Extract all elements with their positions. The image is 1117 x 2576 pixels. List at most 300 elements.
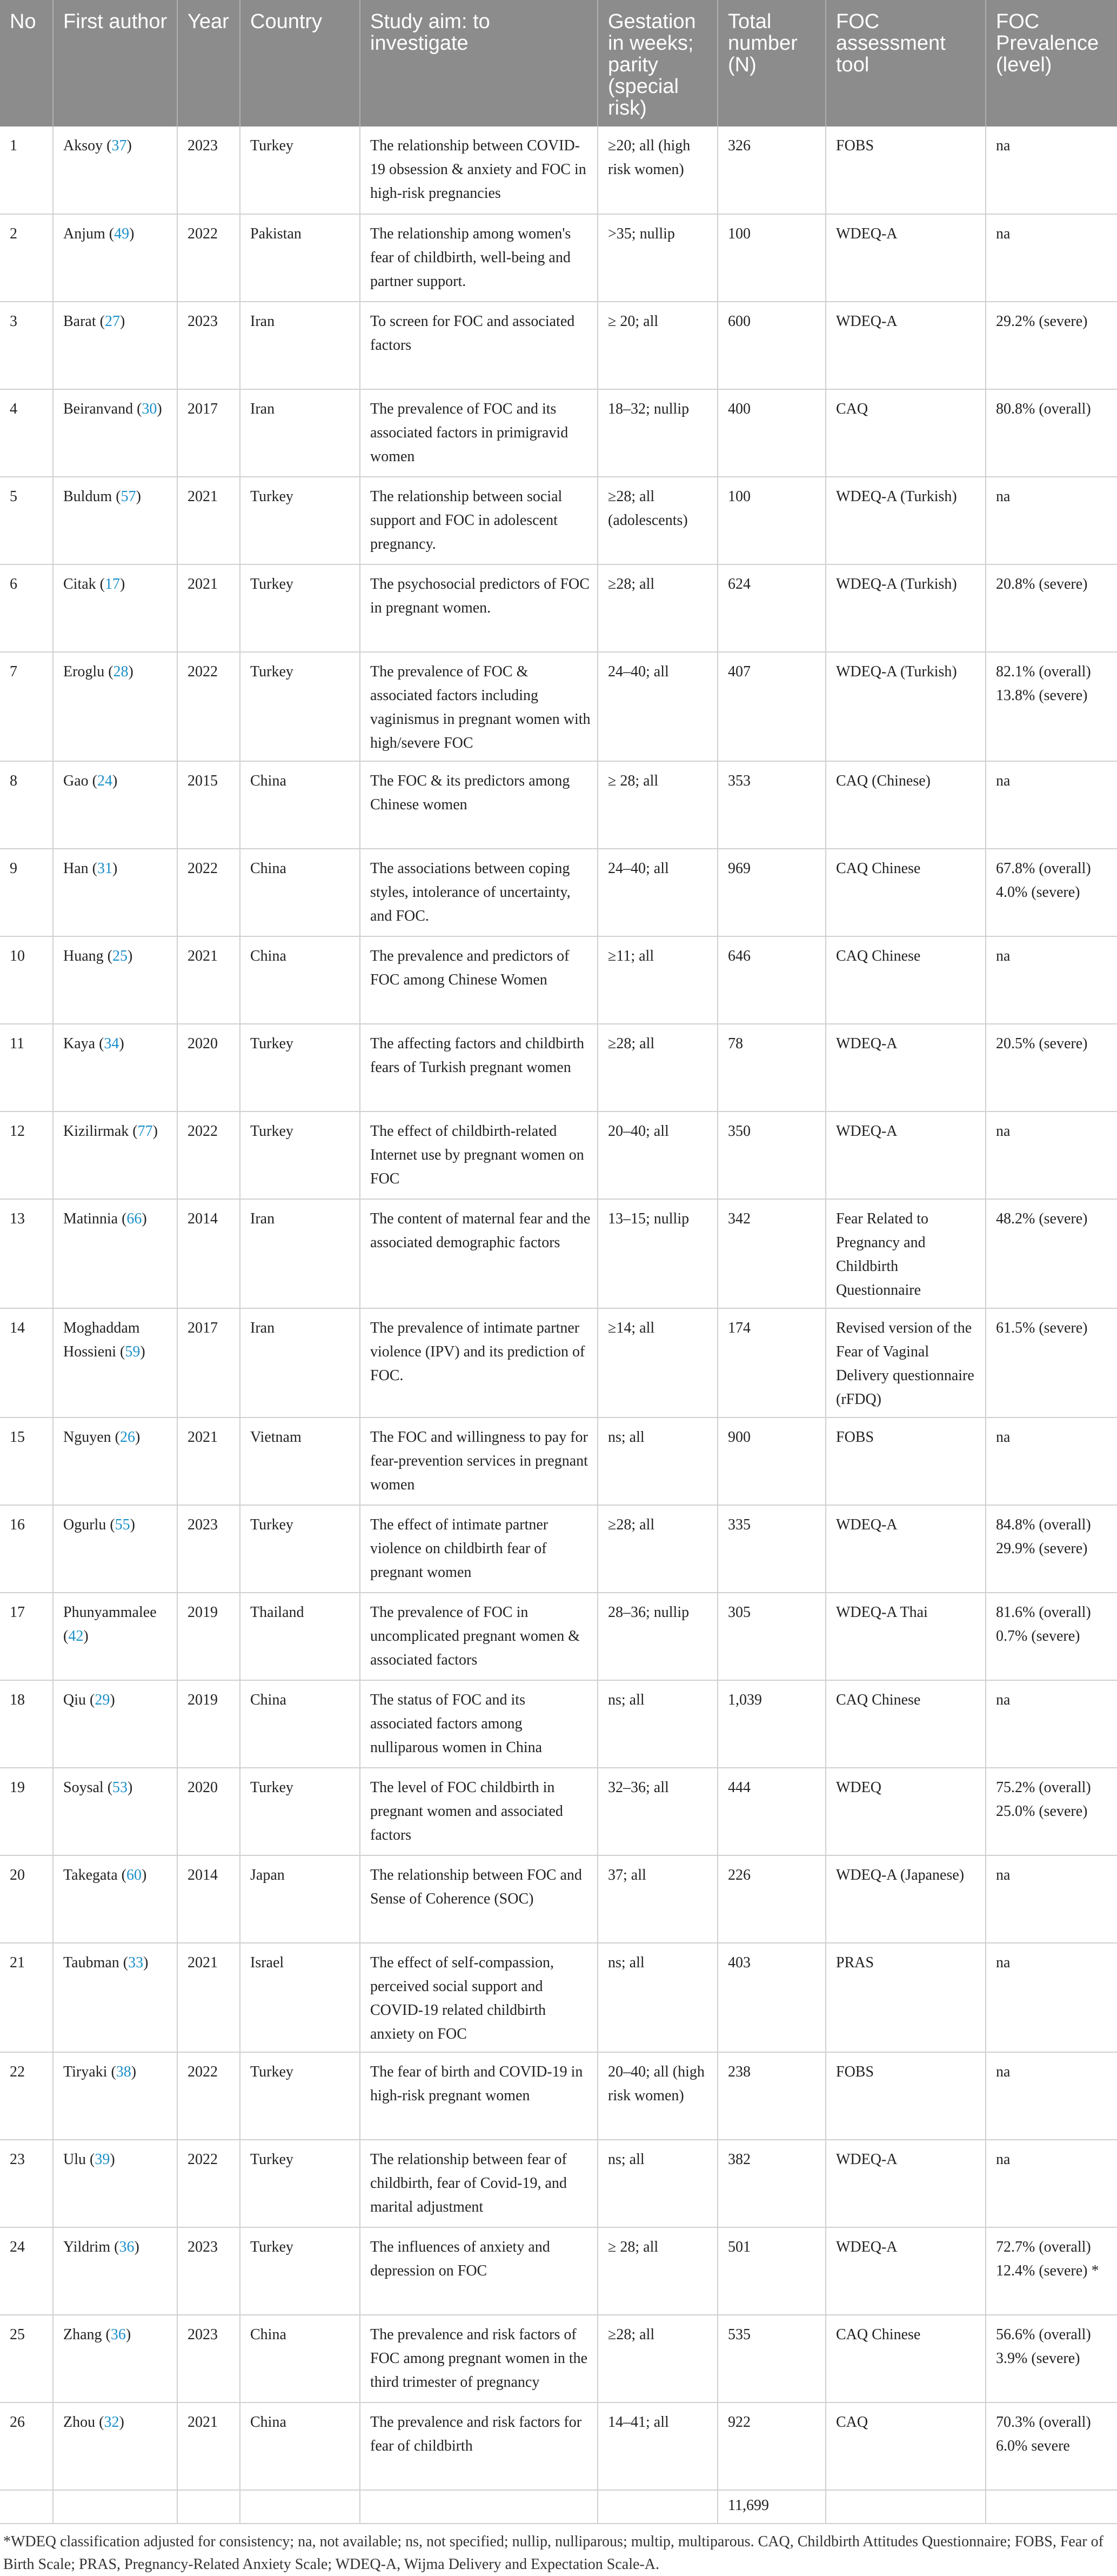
author-name: Buldum xyxy=(63,488,112,505)
table-row xyxy=(0,1943,1117,2052)
empty-cell xyxy=(240,2490,360,2524)
cell-country: Japan xyxy=(240,1855,360,1943)
reference-link[interactable]: 36 xyxy=(110,2326,126,2343)
cell-first-author: Zhou (32) xyxy=(53,2402,177,2490)
table-body xyxy=(0,127,1117,2524)
cell-foc-prevalence: na xyxy=(986,1680,1117,1768)
cell-study-aim: The content of maternal fear and the associated demographic factors xyxy=(360,1199,598,1308)
cell-total-number: 407 xyxy=(718,652,826,761)
author-name: Ulu xyxy=(63,2151,86,2168)
cell-no: 2 xyxy=(0,214,53,302)
cell-no: 26 xyxy=(0,2402,53,2490)
cell-year: 2022 xyxy=(177,1111,240,1199)
author-name: Matinnia xyxy=(63,1210,118,1227)
author-name: Citak xyxy=(63,576,96,593)
table-row xyxy=(0,1199,1117,1308)
cell-country: Turkey xyxy=(240,1111,360,1199)
cell-year: 2020 xyxy=(177,1024,240,1111)
table-row xyxy=(0,1417,1117,1505)
cell-country: China xyxy=(240,2315,360,2402)
table-row xyxy=(0,2315,1117,2402)
cell-first-author: Moghaddam Hossieni (59) xyxy=(53,1308,177,1417)
cell-year: 2019 xyxy=(177,1680,240,1768)
table-header xyxy=(0,0,1117,127)
cell-foc-tool: WDEQ-A xyxy=(826,1111,986,1199)
reference-link[interactable]: 53 xyxy=(112,1779,128,1796)
cell-gestation: ≥11; all xyxy=(598,936,718,1024)
header-row xyxy=(0,0,1117,127)
cell-year: 2023 xyxy=(177,1505,240,1593)
author-name: Taubman xyxy=(63,1954,119,1971)
reference-link[interactable]: 66 xyxy=(126,1210,142,1227)
cell-country: China xyxy=(240,849,360,936)
cell-total-number: 353 xyxy=(718,761,826,849)
cell-country: Iran xyxy=(240,389,360,477)
cell-year: 2022 xyxy=(177,652,240,761)
cell-study-aim: The effect of self-compassion, perceived social support and COVID-19 related childbirth anxiety on FOC xyxy=(360,1943,598,2052)
cell-foc-prevalence: 67.8% (overall) 4.0% (severe) xyxy=(986,849,1117,936)
cell-foc-tool: WDEQ xyxy=(826,1768,986,1855)
author-name: Kaya xyxy=(63,1035,96,1052)
author-name: Anjum xyxy=(63,225,105,242)
cell-no: 4 xyxy=(0,389,53,477)
author-name: Eroglu xyxy=(63,663,105,680)
cell-gestation: >35; nullip xyxy=(598,214,718,302)
cell-study-aim: The level of FOC childbirth in pregnant women and associated factors xyxy=(360,1768,598,1855)
cell-first-author: Kizilirmak (77) xyxy=(53,1111,177,1199)
cell-foc-tool: WDEQ-A xyxy=(826,302,986,389)
cell-year: 2021 xyxy=(177,2402,240,2490)
cell-year: 2017 xyxy=(177,389,240,477)
reference-link[interactable]: 49 xyxy=(114,225,130,242)
cell-first-author: Kaya (34) xyxy=(53,1024,177,1111)
author-name: Barat xyxy=(63,313,96,330)
cell-first-author: Buldum (57) xyxy=(53,477,177,564)
header-no: No xyxy=(0,0,53,127)
cell-gestation: ≥28; all (adolescents) xyxy=(598,477,718,564)
cell-foc-prevalence: 61.5% (severe) xyxy=(986,1308,1117,1417)
cell-total-number: 403 xyxy=(718,1943,826,2052)
cell-foc-tool: WDEQ-A (Turkish) xyxy=(826,564,986,652)
author-name: Ogurlu xyxy=(63,1516,106,1533)
cell-foc-prevalence: na xyxy=(986,2140,1117,2227)
author-name: Gao xyxy=(63,773,89,789)
empty-cell xyxy=(360,2490,598,2524)
cell-no: 13 xyxy=(0,1199,53,1308)
author-name: Han xyxy=(63,860,89,877)
cell-gestation: 24–40; all xyxy=(598,849,718,936)
table-row xyxy=(0,1680,1117,1768)
cell-gestation: 13–15; nullip xyxy=(598,1199,718,1308)
header-country: Country xyxy=(240,0,360,127)
cell-total-number: 238 xyxy=(718,2052,826,2140)
cell-gestation: 24–40; all xyxy=(598,652,718,761)
cell-gestation: ns; all xyxy=(598,2140,718,2227)
cell-study-aim: The relationship between FOC and Sense of Coherence (SOC) xyxy=(360,1855,598,1943)
reference-link[interactable]: 57 xyxy=(121,488,136,505)
cell-first-author: Soysal (53) xyxy=(53,1768,177,1855)
cell-country: China xyxy=(240,2402,360,2490)
cell-country: Turkey xyxy=(240,564,360,652)
reference-link[interactable]: 31 xyxy=(97,860,112,877)
cell-no: 24 xyxy=(0,2227,53,2315)
cell-country: China xyxy=(240,761,360,849)
reference-link[interactable]: 42 xyxy=(68,1628,84,1645)
cell-gestation: ≥ 28; all xyxy=(598,2227,718,2315)
table-row xyxy=(0,936,1117,1024)
cell-no: 14 xyxy=(0,1308,53,1417)
cell-country: Thailand xyxy=(240,1593,360,1680)
cell-country: China xyxy=(240,1680,360,1768)
cell-foc-tool: Fear Related to Pregnancy and Childbirth Questionnaire xyxy=(826,1199,986,1308)
total-row xyxy=(0,2490,1117,2524)
empty-cell xyxy=(986,2490,1117,2524)
cell-total-number: 326 xyxy=(718,127,826,214)
cell-total-number: 174 xyxy=(718,1308,826,1417)
cell-total-number: 342 xyxy=(718,1199,826,1308)
reference-link[interactable]: 26 xyxy=(119,1429,135,1446)
cell-foc-tool: FOBS xyxy=(826,127,986,214)
cell-foc-prevalence: 48.2% (severe) xyxy=(986,1199,1117,1308)
reference-link[interactable]: 59 xyxy=(125,1343,141,1360)
cell-foc-prevalence: 56.6% (overall) 3.9% (severe) xyxy=(986,2315,1117,2402)
cell-year: 2021 xyxy=(177,477,240,564)
cell-total-number: 350 xyxy=(718,1111,826,1199)
cell-no: 16 xyxy=(0,1505,53,1593)
empty-cell xyxy=(826,2490,986,2524)
cell-gestation: 20–40; all (high risk women) xyxy=(598,2052,718,2140)
cell-first-author: Ulu (39) xyxy=(53,2140,177,2227)
cell-foc-prevalence: na xyxy=(986,761,1117,849)
reference-link[interactable]: 25 xyxy=(112,948,128,964)
cell-total-number: 305 xyxy=(718,1593,826,1680)
table-row xyxy=(0,2052,1117,2140)
cell-foc-prevalence: na xyxy=(986,477,1117,564)
cell-year: 2021 xyxy=(177,936,240,1024)
cell-gestation: ns; all xyxy=(598,1417,718,1505)
author-name: Huang xyxy=(63,948,104,964)
cell-first-author: Aksoy (37) xyxy=(53,127,177,214)
cell-total-number: 226 xyxy=(718,1855,826,1943)
cell-country: Pakistan xyxy=(240,214,360,302)
cell-study-aim: The relationship between fear of childbirth, fear of Covid-19, and marital adjustment xyxy=(360,2140,598,2227)
cell-gestation: ≥28; all xyxy=(598,1024,718,1111)
cell-foc-tool: WDEQ-A (Turkish) xyxy=(826,477,986,564)
cell-study-aim: The prevalence of intimate partner violence (IPV) and its prediction of FOC. xyxy=(360,1308,598,1417)
table-row xyxy=(0,2140,1117,2227)
cell-first-author: Nguyen (26) xyxy=(53,1417,177,1505)
grand-total: 11,699 xyxy=(718,2490,826,2524)
cell-country: Turkey xyxy=(240,2227,360,2315)
reference-link[interactable]: 38 xyxy=(116,2064,131,2080)
cell-first-author: Matinnia (66) xyxy=(53,1199,177,1308)
cell-study-aim: The effect of childbirth-related Internet use by pregnant women on FOC xyxy=(360,1111,598,1199)
cell-total-number: 444 xyxy=(718,1768,826,1855)
cell-country: Iran xyxy=(240,1199,360,1308)
cell-foc-prevalence: 20.5% (severe) xyxy=(986,1024,1117,1111)
cell-no: 10 xyxy=(0,936,53,1024)
cell-first-author: Beiranvand (30) xyxy=(53,389,177,477)
cell-total-number: 100 xyxy=(718,214,826,302)
cell-foc-tool: WDEQ-A xyxy=(826,2227,986,2315)
header-first-author: First author xyxy=(53,0,177,127)
cell-foc-tool: WDEQ-A xyxy=(826,1505,986,1593)
cell-total-number: 900 xyxy=(718,1417,826,1505)
cell-total-number: 1,039 xyxy=(718,1680,826,1768)
author-name: Yildrim xyxy=(63,2239,111,2255)
cell-foc-tool: CAQ Chinese xyxy=(826,2315,986,2402)
header-foc-tool: FOC assessment tool xyxy=(826,0,986,127)
cell-first-author: Huang (25) xyxy=(53,936,177,1024)
cell-foc-prevalence: 80.8% (overall) xyxy=(986,389,1117,477)
cell-study-aim: The prevalence of FOC in uncomplicated pregnant women & associated factors xyxy=(360,1593,598,1680)
cell-year: 2023 xyxy=(177,2315,240,2402)
cell-gestation: ns; all xyxy=(598,1943,718,2052)
cell-total-number: 922 xyxy=(718,2402,826,2490)
cell-total-number: 400 xyxy=(718,389,826,477)
cell-first-author: Citak (17) xyxy=(53,564,177,652)
cell-country: Turkey xyxy=(240,652,360,761)
cell-first-author: Phunyammalee (42) xyxy=(53,1593,177,1680)
cell-foc-prevalence: na xyxy=(986,1111,1117,1199)
cell-foc-prevalence: 82.1% (overall) 13.8% (severe) xyxy=(986,652,1117,761)
cell-foc-prevalence: na xyxy=(986,2052,1117,2140)
cell-total-number: 78 xyxy=(718,1024,826,1111)
cell-study-aim: To screen for FOC and associated factors xyxy=(360,302,598,389)
cell-country: Turkey xyxy=(240,1505,360,1593)
cell-gestation: 37; all xyxy=(598,1855,718,1943)
header-foc-prevalence: FOC Prevalence (level) xyxy=(986,0,1117,127)
cell-foc-prevalence: na xyxy=(986,127,1117,214)
cell-foc-prevalence: na xyxy=(986,1417,1117,1505)
cell-gestation: ≥28; all xyxy=(598,1505,718,1593)
reference-link[interactable]: 28 xyxy=(113,663,129,680)
table-row xyxy=(0,127,1117,214)
cell-first-author: Ogurlu (55) xyxy=(53,1505,177,1593)
cell-no: 18 xyxy=(0,1680,53,1768)
table-row xyxy=(0,2227,1117,2315)
cell-foc-prevalence: na xyxy=(986,214,1117,302)
cell-total-number: 969 xyxy=(718,849,826,936)
header-study-aim: Study aim: to investigate xyxy=(360,0,598,127)
cell-country: Iran xyxy=(240,1308,360,1417)
cell-year: 2023 xyxy=(177,127,240,214)
cell-foc-tool: WDEQ-A xyxy=(826,214,986,302)
cell-no: 7 xyxy=(0,652,53,761)
table-row xyxy=(0,1855,1117,1943)
cell-gestation: 20–40; all xyxy=(598,1111,718,1199)
author-name: Nguyen xyxy=(63,1429,111,1446)
cell-foc-tool: CAQ xyxy=(826,389,986,477)
reference-link[interactable]: 34 xyxy=(104,1035,119,1052)
cell-no: 21 xyxy=(0,1943,53,2052)
cell-foc-prevalence: na xyxy=(986,936,1117,1024)
cell-total-number: 100 xyxy=(718,477,826,564)
empty-cell xyxy=(53,2490,177,2524)
cell-foc-tool: CAQ (Chinese) xyxy=(826,761,986,849)
cell-first-author: Gao (24) xyxy=(53,761,177,849)
empty-cell xyxy=(598,2490,718,2524)
reference-link[interactable]: 36 xyxy=(119,2239,135,2255)
cell-no: 19 xyxy=(0,1768,53,1855)
cell-no: 25 xyxy=(0,2315,53,2402)
cell-foc-prevalence: 29.2% (severe) xyxy=(986,302,1117,389)
cell-study-aim: The prevalence of FOC and its associated factors in primigravid women xyxy=(360,389,598,477)
cell-foc-tool: CAQ Chinese xyxy=(826,849,986,936)
cell-foc-tool: FOBS xyxy=(826,1417,986,1505)
cell-no: 3 xyxy=(0,302,53,389)
cell-no: 6 xyxy=(0,564,53,652)
cell-no: 12 xyxy=(0,1111,53,1199)
cell-first-author: Eroglu (28) xyxy=(53,652,177,761)
table-row xyxy=(0,1308,1117,1417)
cell-total-number: 535 xyxy=(718,2315,826,2402)
empty-cell xyxy=(177,2490,240,2524)
cell-foc-tool: CAQ xyxy=(826,2402,986,2490)
author-name: Qiu xyxy=(63,1692,86,1708)
reference-link[interactable]: 77 xyxy=(137,1123,153,1140)
cell-foc-tool: CAQ Chinese xyxy=(826,1680,986,1768)
cell-first-author: Taubman (33) xyxy=(53,1943,177,2052)
cell-foc-tool: FOBS xyxy=(826,2052,986,2140)
cell-foc-tool: WDEQ-A xyxy=(826,2140,986,2227)
cell-foc-prevalence: 20.8% (severe) xyxy=(986,564,1117,652)
cell-foc-tool: PRAS xyxy=(826,1943,986,2052)
reference-link[interactable]: 37 xyxy=(111,137,127,154)
cell-country: Iran xyxy=(240,302,360,389)
cell-gestation: 18–32; nullip xyxy=(598,389,718,477)
reference-link[interactable]: 32 xyxy=(104,2414,119,2431)
cell-first-author: Qiu (29) xyxy=(53,1680,177,1768)
reference-link[interactable]: 24 xyxy=(97,773,112,789)
cell-first-author: Han (31) xyxy=(53,849,177,936)
cell-study-aim: The prevalence and predictors of FOC among Chinese Women xyxy=(360,936,598,1024)
cell-country: Turkey xyxy=(240,2140,360,2227)
cell-total-number: 501 xyxy=(718,2227,826,2315)
cell-gestation: ≥28; all xyxy=(598,2315,718,2402)
cell-foc-prevalence: 72.7% (overall) 12.4% (severe) * xyxy=(986,2227,1117,2315)
cell-no: 5 xyxy=(0,477,53,564)
reference-link[interactable]: 27 xyxy=(104,313,120,330)
reference-link[interactable]: 17 xyxy=(105,576,120,593)
cell-country: Turkey xyxy=(240,1768,360,1855)
author-name: Soysal xyxy=(63,1779,104,1796)
cell-study-aim: The prevalence and risk factors for fear of childbirth xyxy=(360,2402,598,2490)
cell-study-aim: The psychosocial predictors of FOC in pregnant women. xyxy=(360,564,598,652)
cell-gestation: ≥ 20; all xyxy=(598,302,718,389)
reference-link[interactable]: 29 xyxy=(95,1692,110,1708)
header-gestation: Gestation in weeks; parity (special risk) xyxy=(598,0,718,127)
reference-link[interactable]: 30 xyxy=(142,401,157,417)
table-row xyxy=(0,214,1117,302)
reference-link[interactable]: 60 xyxy=(126,1867,142,1883)
cell-gestation: ≥ 28; all xyxy=(598,761,718,849)
cell-year: 2020 xyxy=(177,1768,240,1855)
cell-total-number: 600 xyxy=(718,302,826,389)
cell-year: 2022 xyxy=(177,849,240,936)
author-name: Zhou xyxy=(63,2414,96,2431)
cell-country: Turkey xyxy=(240,477,360,564)
author-name: Moghaddam Hossieni xyxy=(63,1320,140,1360)
cell-country: Turkey xyxy=(240,127,360,214)
empty-cell xyxy=(0,2490,53,2524)
cell-study-aim: The influences of anxiety and depression on FOC xyxy=(360,2227,598,2315)
cell-foc-tool: WDEQ-A (Turkish) xyxy=(826,652,986,761)
cell-first-author: Yildrim (36) xyxy=(53,2227,177,2315)
cell-foc-tool: WDEQ-A xyxy=(826,1024,986,1111)
cell-study-aim: The effect of intimate partner violence on childbirth fear of pregnant women xyxy=(360,1505,598,1593)
table-row xyxy=(0,652,1117,761)
cell-gestation: ≥20; all (high risk women) xyxy=(598,127,718,214)
cell-country: Israel xyxy=(240,1943,360,2052)
cell-study-aim: The relationship between COVID-19 obsession & anxiety and FOC in high-risk pregnancies xyxy=(360,127,598,214)
table-footnote: *WDEQ classification adjusted for consistency; na, not available; ns, not specified; nullip, nulliparous; multip, multiparous. CAQ, Childbirth Attitudes Questionnaire; FOBS, Fear of Birth Scale; PRAS, Pregnancy-Related Anxiety Scale; WDEQ-A, Wijma Delivery and Expectation Scale-A. xyxy=(3,2533,1103,2573)
cell-no: 8 xyxy=(0,761,53,849)
cell-study-aim: The FOC and willingness to pay for fear-prevention services in pregnant women xyxy=(360,1417,598,1505)
cell-foc-tool: WDEQ-A Thai xyxy=(826,1593,986,1680)
cell-year: 2017 xyxy=(177,1308,240,1417)
reference-link[interactable]: 55 xyxy=(115,1516,130,1533)
cell-year: 2019 xyxy=(177,1593,240,1680)
cell-no: 20 xyxy=(0,1855,53,1943)
cell-no: 22 xyxy=(0,2052,53,2140)
cell-first-author: Tiryaki (38) xyxy=(53,2052,177,2140)
cell-no: 1 xyxy=(0,127,53,214)
cell-foc-prevalence: 81.6% (overall) 0.7% (severe) xyxy=(986,1593,1117,1680)
author-name: Tiryaki xyxy=(63,2064,108,2080)
cell-year: 2023 xyxy=(177,302,240,389)
cell-year: 2021 xyxy=(177,1943,240,2052)
cell-country: Vietnam xyxy=(240,1417,360,1505)
cell-first-author: Barat (27) xyxy=(53,302,177,389)
table-row xyxy=(0,2402,1117,2490)
reference-link[interactable]: 33 xyxy=(128,1954,144,1971)
cell-foc-prevalence: na xyxy=(986,1855,1117,1943)
cell-no: 15 xyxy=(0,1417,53,1505)
cell-year: 2014 xyxy=(177,1199,240,1308)
cell-foc-prevalence: na xyxy=(986,1943,1117,2052)
cell-gestation: ≥28; all xyxy=(598,564,718,652)
table-row xyxy=(0,761,1117,849)
cell-gestation: 28–36; nullip xyxy=(598,1593,718,1680)
author-name: Zhang xyxy=(63,2326,102,2343)
cell-study-aim: The relationship among women's fear of childbirth, well-being and partner support. xyxy=(360,214,598,302)
cell-foc-prevalence: 70.3% (overall) 6.0% severe xyxy=(986,2402,1117,2490)
table-row xyxy=(0,1024,1117,1111)
cell-study-aim: The FOC & its predictors among Chinese women xyxy=(360,761,598,849)
cell-year: 2022 xyxy=(177,214,240,302)
author-name: Beiranvand xyxy=(63,401,133,417)
cell-no: 9 xyxy=(0,849,53,936)
cell-country: Turkey xyxy=(240,1024,360,1111)
cell-gestation: ns; all xyxy=(598,1680,718,1768)
cell-year: 2021 xyxy=(177,564,240,652)
cell-country: Turkey xyxy=(240,2052,360,2140)
cell-study-aim: The relationship between social support and FOC in adolescent pregnancy. xyxy=(360,477,598,564)
table-row xyxy=(0,389,1117,477)
table-row xyxy=(0,564,1117,652)
table-row xyxy=(0,477,1117,564)
cell-study-aim: The prevalence of FOC & associated factors including vaginismus in pregnant women with high/severe FOC xyxy=(360,652,598,761)
cell-study-aim: The affecting factors and childbirth fears of Turkish pregnant women xyxy=(360,1024,598,1111)
header-total-number: Total number (N) xyxy=(718,0,826,127)
reference-link[interactable]: 39 xyxy=(95,2151,110,2168)
cell-year: 2021 xyxy=(177,1417,240,1505)
table-row xyxy=(0,1768,1117,1855)
cell-first-author: Zhang (36) xyxy=(53,2315,177,2402)
header-year: Year xyxy=(177,0,240,127)
cell-study-aim: The fear of birth and COVID-19 in high-risk pregnant women xyxy=(360,2052,598,2140)
